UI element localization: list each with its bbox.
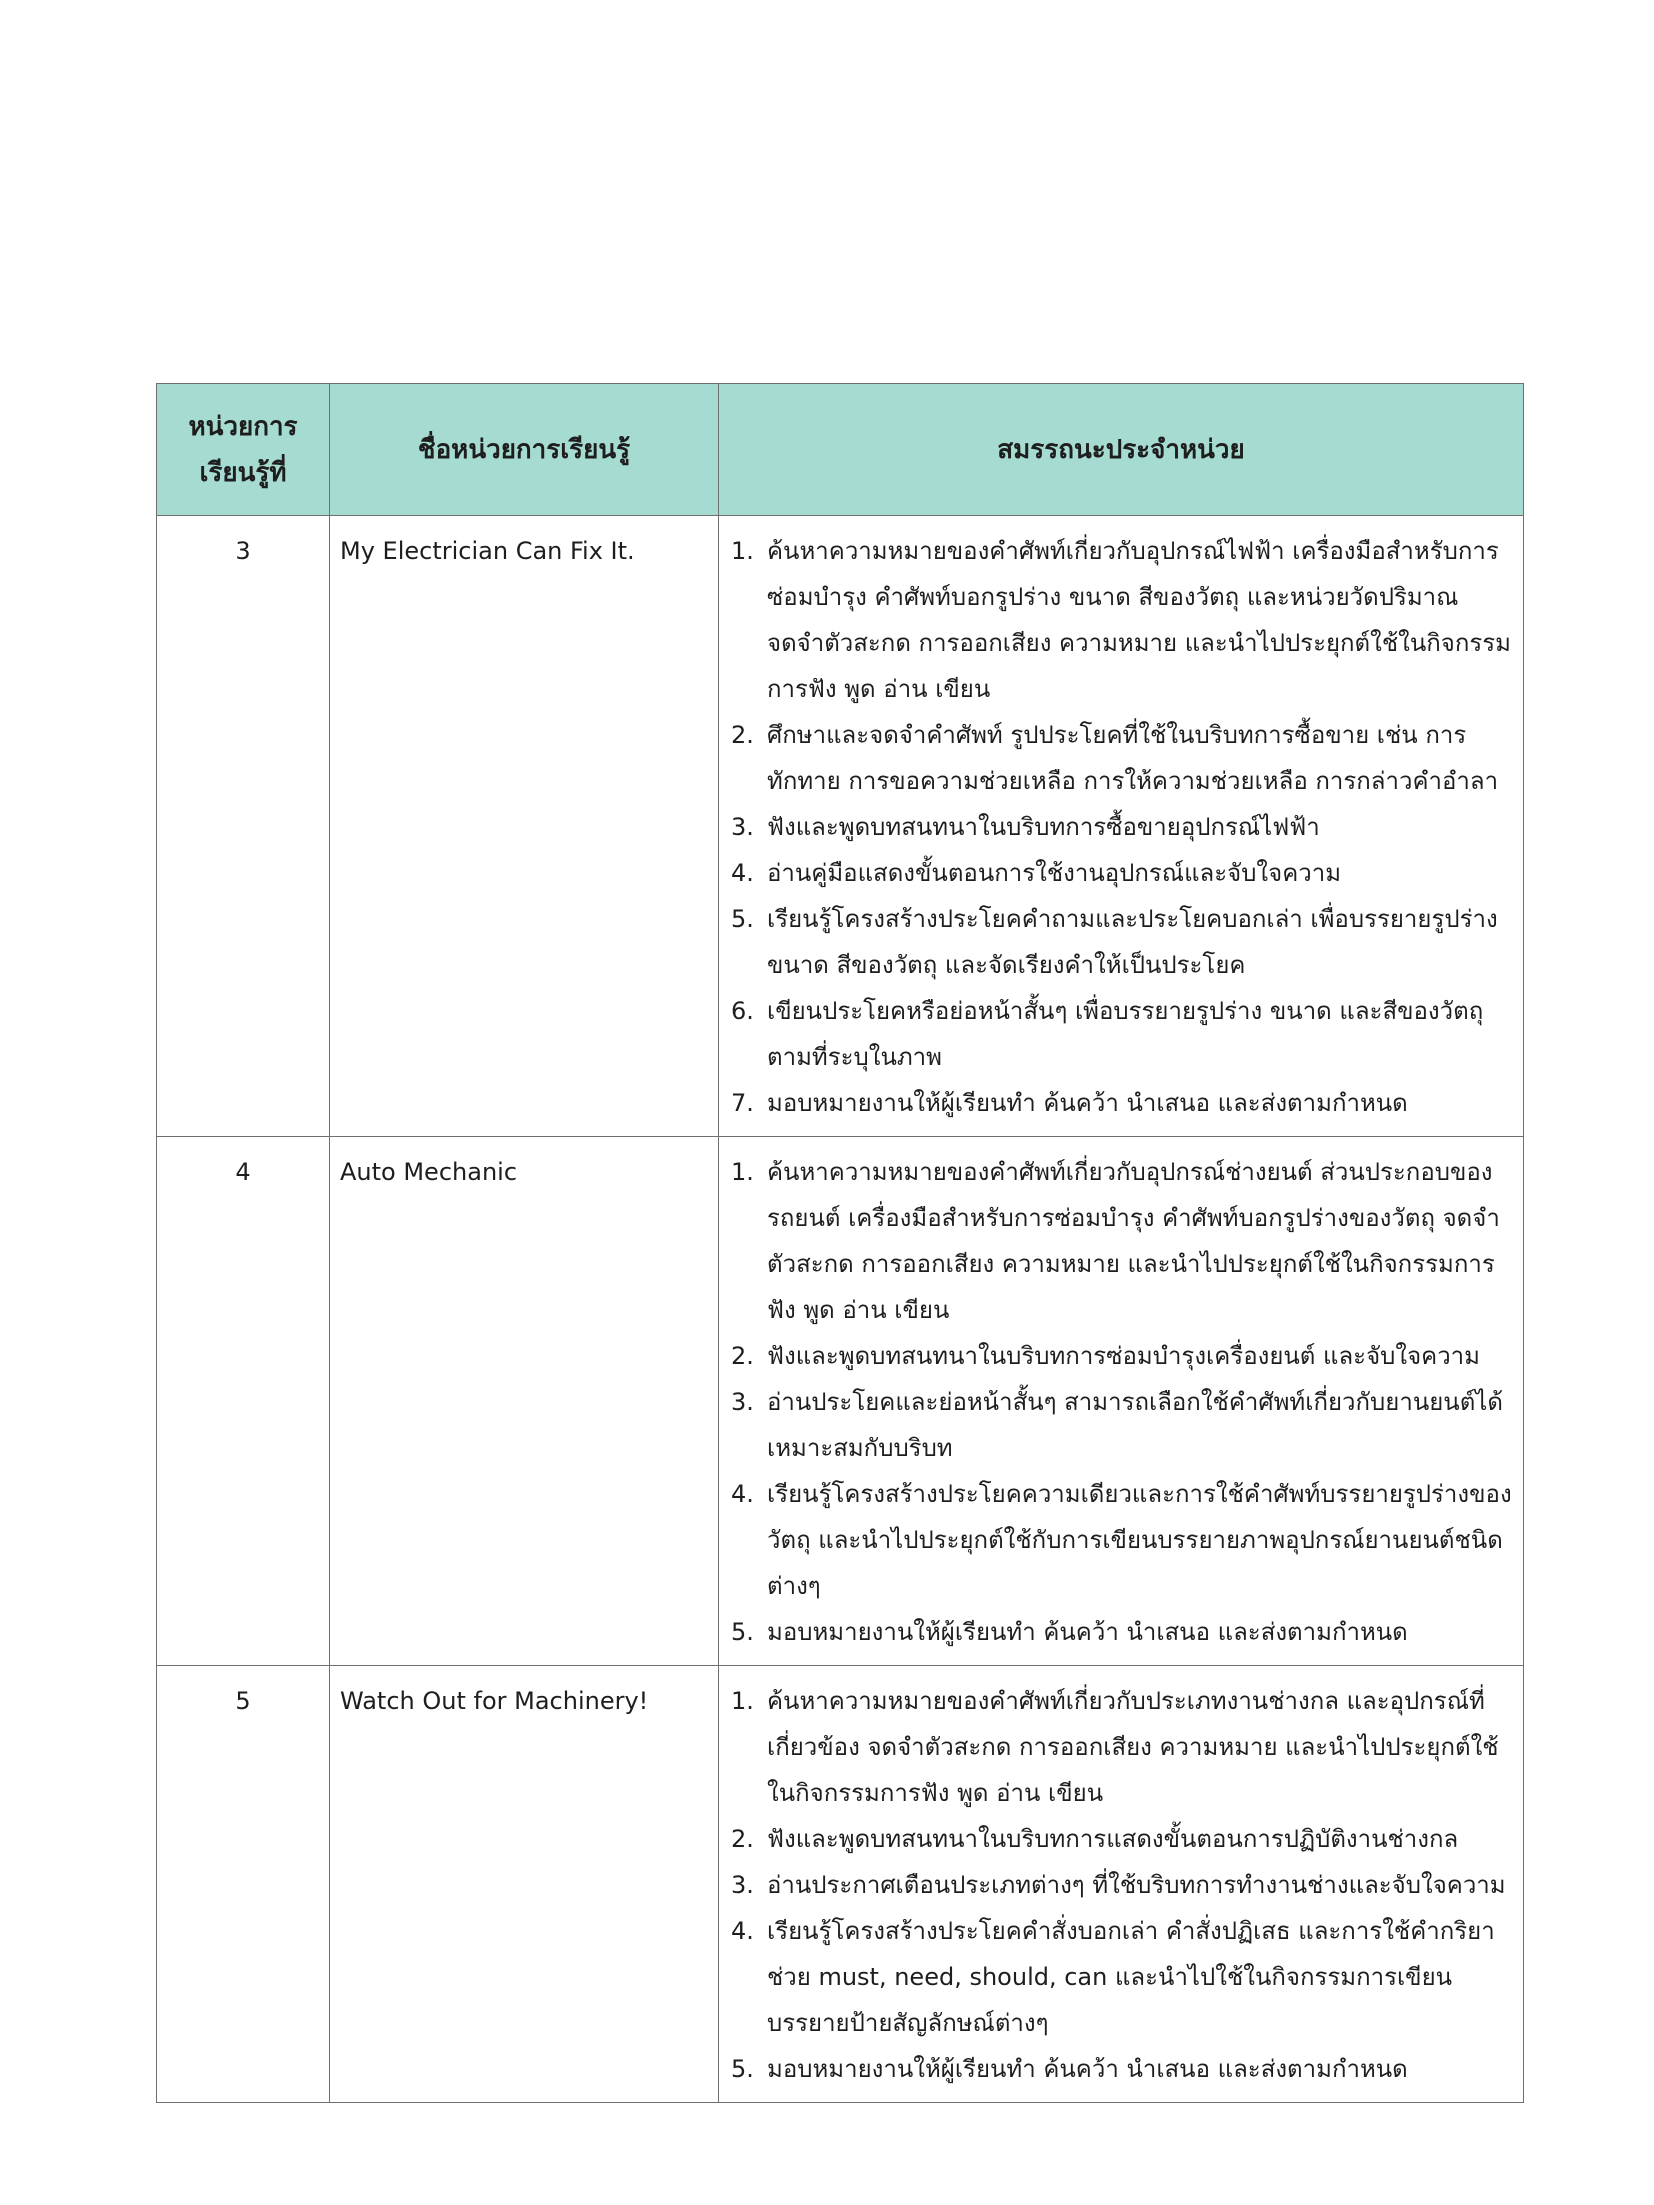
competency-list <box>729 528 1513 1126</box>
header-unit-name: ชื่อหน่วยการเรียนรู้ <box>330 384 719 516</box>
list-item-text: ค้นหาความหมายของคำศัพท์เกี่ยวกับอุปกรณ์ช่างยนต์ ส่วนประกอบของรถยนต์ เครื่องมือสำหรับการซ่อมบำรุง คำศัพท์บอกรูปร่างของวัตถุ จดจำตัวสะกด การออกเสียง ความหมาย และนำไปประยุกต์ใช้ในกิจกรรมการฟัง พูด อ่าน เขียน <box>767 1158 1500 1324</box>
list-item-text: เขียนประโยคหรือย่อหน้าสั้นๆ เพื่อบรรยายรูปร่าง ขนาด และสีของวัตถุตามที่ระบุในภาพ <box>767 997 1484 1071</box>
list-item <box>731 1080 1513 1126</box>
list-item <box>731 712 1513 804</box>
list-item-text: อ่านคู่มือแสดงขั้นตอนการใช้งานอุปกรณ์และจับใจความ <box>767 859 1342 887</box>
list-item-text: เรียนรู้โครงสร้างประโยคความเดียวและการใช้คำศัพท์บรรยายรูปร่างของวัตถุ และนำไปประยุกต์ใช้กับการเขียนบรรยายภาพอุปกรณ์ยานยนต์ชนิดต่างๆ <box>767 1480 1512 1600</box>
list-item-text: มอบหมายงานให้ผู้เรียนทำ ค้นคว้า นำเสนอ และส่งตามกำหนด <box>767 2055 1408 2083</box>
list-item-number: 6. <box>731 997 754 1025</box>
unit-name-cell: My Electrician Can Fix It. <box>330 516 719 1137</box>
list-item <box>731 988 1513 1080</box>
list-item <box>731 1149 1513 1333</box>
list-item-number: 5. <box>731 1618 754 1646</box>
list-item <box>731 2046 1513 2092</box>
list-item-text: ฟังและพูดบทสนทนาในบริบทการซ่อมบำรุงเครื่องยนต์ และจับใจความ <box>767 1342 1480 1370</box>
list-item <box>731 1609 1513 1655</box>
list-item <box>731 896 1513 988</box>
list-item <box>731 1816 1513 1862</box>
list-item-number: 3. <box>731 1388 754 1416</box>
list-item-text: ฟังและพูดบทสนทนาในบริบทการซื้อขายอุปกรณ์ไฟฟ้า <box>767 813 1320 841</box>
list-item-number: 1. <box>731 1158 754 1186</box>
list-item-text: ศึกษาและจดจำคำศัพท์ รูปประโยคที่ใช้ในบริบทการซื้อขาย เช่น การทักทาย การขอความช่วยเหลือ การให้ความช่วยเหลือ การกล่าวคำอำลา <box>767 721 1499 795</box>
list-item-text: ค้นหาความหมายของคำศัพท์เกี่ยวกับประเภทงานช่างกล และอุปกรณ์ที่เกี่ยวข้อง จดจำตัวสะกด การออกเสียง ความหมาย และนำไปประยุกต์ใช้ในกิจกรรมการฟัง พูด อ่าน เขียน <box>767 1687 1499 1807</box>
header-competency: สมรรถนะประจำหน่วย <box>719 384 1524 516</box>
list-item-number: 5. <box>731 2055 754 2083</box>
list-item-text: ฟังและพูดบทสนทนาในบริบทการแสดงขั้นตอนการปฏิบัติงานช่างกล <box>767 1825 1459 1853</box>
list-item <box>731 1678 1513 1816</box>
header-unit-number: หน่วยการเรียนรู้ที่ <box>157 384 330 516</box>
list-item <box>731 1862 1513 1908</box>
competency-cell <box>719 1137 1524 1666</box>
competency-table-container <box>156 383 1523 2103</box>
list-item-number: 4. <box>731 859 754 887</box>
list-item-number: 2. <box>731 721 754 749</box>
unit-number-cell: 5 <box>157 1666 330 2103</box>
competency-cell <box>719 1666 1524 2103</box>
competency-table <box>156 383 1524 2103</box>
competency-cell <box>719 516 1524 1137</box>
list-item <box>731 1471 1513 1609</box>
list-item-number: 5. <box>731 905 754 933</box>
list-item-number: 4. <box>731 1917 754 1945</box>
list-item <box>731 1908 1513 2046</box>
unit-number-cell: 3 <box>157 516 330 1137</box>
table-body <box>157 516 1524 2103</box>
list-item-number: 3. <box>731 813 754 841</box>
unit-name-cell: Auto Mechanic <box>330 1137 719 1666</box>
list-item-text: มอบหมายงานให้ผู้เรียนทำ ค้นคว้า นำเสนอ และส่งตามกำหนด <box>767 1089 1408 1117</box>
table-row <box>157 1666 1524 2103</box>
list-item <box>731 528 1513 712</box>
list-item-number: 7. <box>731 1089 754 1117</box>
unit-number-cell: 4 <box>157 1137 330 1666</box>
list-item-text: อ่านประโยคและย่อหน้าสั้นๆ สามารถเลือกใช้คำศัพท์เกี่ยวกับยานยนต์ได้เหมาะสมกับบริบท <box>767 1388 1503 1462</box>
list-item-text: ค้นหาความหมายของคำศัพท์เกี่ยวกับอุปกรณ์ไฟฟ้า เครื่องมือสำหรับการซ่อมบำรุง คำศัพท์บอกรูปร่าง ขนาด สีของวัตถุ และหน่วยวัดปริมาณ จดจำตัวสะกด การออกเสียง ความหมาย และนำไปประยุกต์ใช้ในกิจกรรมการฟัง พูด อ่าน เขียน <box>767 537 1511 703</box>
table-row <box>157 1137 1524 1666</box>
list-item-text: มอบหมายงานให้ผู้เรียนทำ ค้นคว้า นำเสนอ และส่งตามกำหนด <box>767 1618 1408 1646</box>
list-item-text: เรียนรู้โครงสร้างประโยคคำถามและประโยคบอกเล่า เพื่อบรรยายรูปร่าง ขนาด สีของวัตถุ และจัดเรียงคำให้เป็นประโยค <box>767 905 1498 979</box>
list-item <box>731 1379 1513 1471</box>
list-item-text: อ่านประกาศเตือนประเภทต่างๆ ที่ใช้บริบทการทำงานช่างและจับใจความ <box>767 1871 1506 1899</box>
list-item <box>731 804 1513 850</box>
list-item-text: เรียนรู้โครงสร้างประโยคคำสั่งบอกเล่า คำสั่งปฏิเสธ และการใช้คำกริยาช่วย must, need, should, can และนำไปใช้ในกิจกรรมการเขียนบรรยายป้ายสัญลักษณ์ต่างๆ <box>767 1917 1495 2037</box>
list-item-number: 1. <box>731 1687 754 1715</box>
list-item-number: 4. <box>731 1480 754 1508</box>
table-row <box>157 516 1524 1137</box>
unit-name-cell: Watch Out for Machinery! <box>330 1666 719 2103</box>
list-item <box>731 1333 1513 1379</box>
competency-list <box>729 1678 1513 2092</box>
competency-list <box>729 1149 1513 1655</box>
table-header-row <box>157 384 1524 516</box>
list-item-number: 1. <box>731 537 754 565</box>
list-item-number: 2. <box>731 1825 754 1853</box>
list-item <box>731 850 1513 896</box>
list-item-number: 2. <box>731 1342 754 1370</box>
list-item-number: 3. <box>731 1871 754 1899</box>
